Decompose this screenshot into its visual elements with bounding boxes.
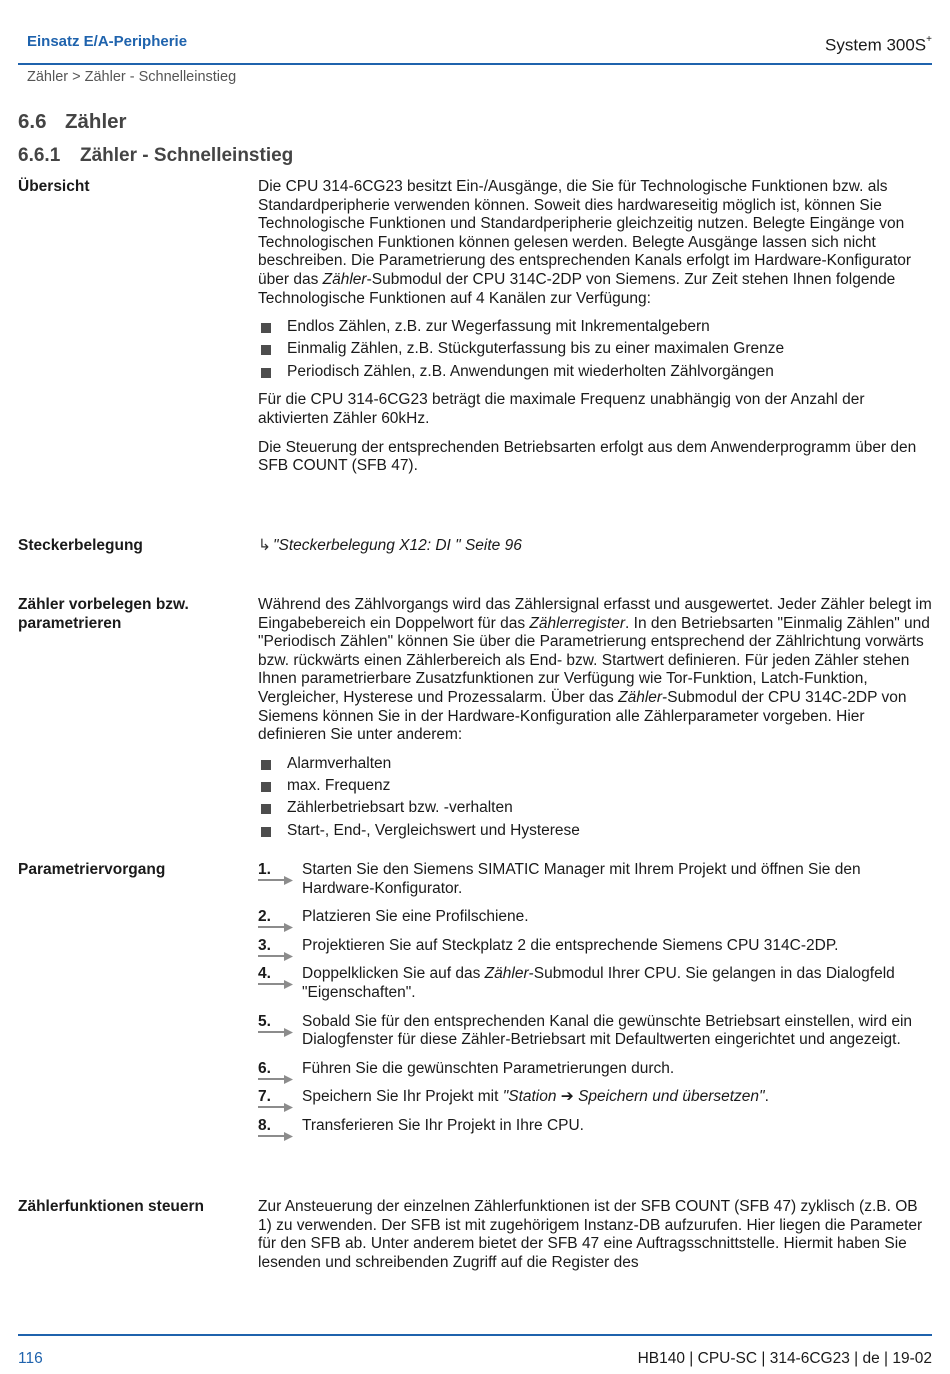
- procedure-step: [258, 861, 932, 898]
- list-item: [258, 755, 932, 774]
- overview-paragraph-3: Die Steuerung der entsprechenden Betriebsarten erfolgt aus dem Anwenderprogramm über den SFB COUNT (SFB 47).: [258, 438, 917, 475]
- section-title: Zähler - Schnelleinstieg: [80, 145, 294, 166]
- step-arrow-icon: [258, 1075, 294, 1084]
- text-run: . In den Betriebsarten "Einmalig Zählen" und "Periodisch Zählen" können Sie über die Parametrierung entsprechend der Zählrichtung vorwärts bzw. rückwärts einen Zählerbereich als End- bzw. Startwert definieren. Für jeden Zähler stehen Ihnen parametrierbare Zusatzfunktionen zur Verfügung wie Tor-Funktion, Latch-Funktion, Vergleicher, Hysterese und Prozessalarm. Über das: [258, 614, 930, 706]
- list-item: [258, 777, 932, 796]
- preset-label: Zähler vorbelegen bzw. parametrieren: [18, 596, 189, 632]
- bullet-square-icon: [261, 782, 271, 792]
- step-arrow-icon: [258, 1103, 294, 1112]
- control-paragraph: Zur Ansteuerung der einzelnen Zählerfunktionen ist der SFB COUNT (SFB 47) zyklisch (z.B. OB 1) zu verwenden. Der SFB ist mit zugehörigem Instanz-DB aufzurufen. Hier liegen die Parameter für den SFB ab. Unter anderem bietet der SFB 47 eine Auftragsschnittstelle. Hiermit haben Sie lesenden und schreibenden Zugriff auf die Register des: [258, 1198, 923, 1271]
- step-number-text: 3.: [258, 936, 271, 954]
- chapter-heading: [18, 110, 127, 133]
- step-emphasis-text: Zähler: [484, 965, 529, 983]
- step-number-text: 7.: [258, 1088, 271, 1106]
- emphasis-text: Zähler: [322, 270, 367, 288]
- step-number: [258, 1088, 294, 1107]
- header-system-name: [825, 33, 932, 55]
- list-item-text: Alarmverhalten: [287, 754, 392, 772]
- step-arrow-icon: [258, 952, 294, 961]
- cross-reference-arrow-icon: ↳: [258, 537, 271, 554]
- list-item: [258, 340, 932, 359]
- list-item: [258, 822, 932, 841]
- procedure-step-list: [258, 861, 932, 1136]
- header-section-title: Einsatz E/A-Peripherie: [27, 33, 188, 50]
- procedure-step: [258, 1060, 932, 1079]
- step-arrow-icon: [258, 1028, 294, 1037]
- document-id: HB140 | CPU-SC | 314-6CG23 | de | 19-02: [637, 1350, 932, 1367]
- section-heading: [18, 147, 293, 166]
- bullet-square-icon: [261, 827, 271, 837]
- list-item: [258, 799, 932, 818]
- step-number-text: 6.: [258, 1059, 271, 1077]
- procedure-label: Parametriervorgang: [18, 861, 166, 878]
- list-item-text: Einmalig Zählen, z.B. Stückguterfassung bis zu einer maximalen Grenze: [287, 340, 785, 358]
- step-number-text: 5.: [258, 1012, 271, 1030]
- step-number: [258, 937, 294, 956]
- bullet-square-icon: [261, 345, 271, 355]
- step-number-text: 1.: [258, 861, 271, 878]
- step-number: [258, 965, 294, 984]
- procedure-step: [258, 937, 932, 956]
- text-run: Die CPU 314-6CG23 besitzt Ein-/Ausgänge, die Sie für Technologische Funktionen bzw. als Standardperipherie verwenden können. Soweit dies hardwareseitig möglich ist, können Sie Technologische Funktionen und Standardperipherie gleichzeitig nutzen. Belegte Eingänge von Technologischen Funktionen können gelesen werden. Belegte Ausgänge lassen sich nicht beschreiben. Die Parametrierung des entsprechenden Kanals erfolgt im Hardware-Konfigurator über das: [258, 178, 912, 288]
- control-body: [258, 1198, 932, 1272]
- overview-paragraph-2: Für die CPU 314-6CG23 beträgt die maximale Frequenz unabhängig von der Anzahl der aktivierten Zähler 60kHz.: [258, 391, 865, 427]
- step-number-text: 2.: [258, 908, 271, 926]
- step-text: Platzieren Sie eine Profilschiene.: [302, 908, 529, 926]
- step-number-text: 4.: [258, 965, 271, 983]
- emphasis-text: Zählerregister: [529, 614, 626, 632]
- page-number: 116: [18, 1350, 43, 1367]
- step-number: [258, 908, 294, 927]
- chapter-title: Zähler: [65, 110, 127, 133]
- preset-body: [258, 596, 932, 850]
- step-text: .: [764, 1088, 769, 1106]
- preset-parameter-list: [258, 755, 932, 840]
- step-text: Sobald Sie für den entsprechenden Kanal die gewünschte Betriebsart einstellen, wird ein Dialogfenster für diese Zähler-Betriebsart mit Defaultwerten eingerichtet und angezeigt.: [302, 1012, 913, 1049]
- list-item-text: Periodisch Zählen, z.B. Anwendungen mit wiederholten Zählvorgängen: [287, 362, 774, 380]
- bullet-square-icon: [261, 804, 271, 814]
- step-text: Starten Sie den Siemens SIMATIC Manager mit Ihrem Projekt und öffnen Sie den Hardware-Konfigurator.: [302, 861, 861, 897]
- bullet-square-icon: [261, 760, 271, 770]
- system-name: System 300S: [825, 35, 927, 55]
- emphasis-text: Zähler: [618, 688, 663, 706]
- step-text: Doppelklicken Sie auf das: [302, 965, 485, 983]
- cross-reference-text: "Steckerbelegung X12: DI " Seite 96: [273, 537, 522, 554]
- procedure-step: [258, 1013, 932, 1050]
- step-arrow-icon: [258, 980, 294, 989]
- step-number: [258, 1117, 294, 1136]
- step-number: [258, 861, 294, 880]
- preset-paragraph: [258, 596, 932, 745]
- step-arrow-icon: [258, 1132, 294, 1141]
- step-emphasis-text: "Station ➔ Speichern und übersetzen": [502, 1088, 765, 1106]
- text-run: Während des Zählvorgangs wird das Zählersignal erfasst und ausgewertet. Jeder Zähler belegt im Eingabebereich ein Doppelwort für das: [258, 596, 932, 632]
- step-number: [258, 1060, 294, 1079]
- step-text: Führen Sie die gewünschten Parametrierungen durch.: [302, 1059, 675, 1077]
- procedure-step: [258, 908, 932, 927]
- breadcrumb: Zähler > Zähler - Schnelleinstieg: [27, 69, 237, 85]
- bullet-square-icon: [261, 323, 271, 333]
- list-item-text: Start-, End-, Vergleichswert und Hysterese: [287, 821, 580, 839]
- step-text: Transferieren Sie Ihr Projekt in Ihre CPU.: [302, 1116, 584, 1134]
- step-arrow-icon: [258, 876, 294, 885]
- bullet-square-icon: [261, 368, 271, 378]
- chapter-number: 6.6: [18, 110, 47, 133]
- header-divider: [18, 63, 932, 65]
- overview-function-list: [258, 318, 932, 381]
- footer-divider: [18, 1334, 932, 1336]
- overview-label: Übersicht: [18, 178, 90, 195]
- list-item-text: Zählerbetriebsart bzw. -verhalten: [287, 799, 513, 817]
- control-label: Zählerfunktionen steuern: [18, 1198, 205, 1215]
- connector-label: Steckerbelegung: [18, 537, 143, 554]
- text-run: -Submodul der CPU 314C-2DP von Siemens. Zur Zeit stehen Ihnen folgende Technologische Funktionen auf 4 Kanälen zur Verfügung:: [258, 270, 896, 307]
- system-superscript: +: [926, 34, 932, 45]
- step-number: [258, 1013, 294, 1032]
- step-text: -Submodul Ihrer CPU. Sie gelangen in das Dialogfeld "Eigenschaften".: [302, 965, 895, 1001]
- list-item: [258, 363, 932, 382]
- list-item: [258, 318, 932, 337]
- text-run: -Submodul der CPU 314C-2DP von Siemens können Sie in der Hardware-Konfiguration alle Zählerparameter vorgeben. Hier definieren Sie unter anderem:: [258, 688, 907, 744]
- overview-paragraph-1: [258, 178, 932, 308]
- list-item-text: Endlos Zählen, z.B. zur Wegerfassung mit Inkrementalgebern: [287, 318, 710, 336]
- procedure-step: [258, 1117, 932, 1136]
- list-item-text: max. Frequenz: [287, 777, 391, 795]
- section-number: 6.6.1: [18, 145, 61, 166]
- procedure-body: [258, 861, 932, 1146]
- connector-cross-reference-link[interactable]: [258, 537, 522, 554]
- procedure-step: [258, 965, 932, 1002]
- procedure-step: [258, 1088, 932, 1107]
- connector-body: [258, 537, 932, 556]
- step-arrow-icon: [258, 923, 294, 932]
- step-text: Projektieren Sie auf Steckplatz 2 die entsprechende Siemens CPU 314C-2DP.: [302, 936, 839, 954]
- step-number-text: 8.: [258, 1116, 271, 1134]
- overview-body: [258, 178, 932, 476]
- step-text: Speichern Sie Ihr Projekt mit: [302, 1088, 503, 1106]
